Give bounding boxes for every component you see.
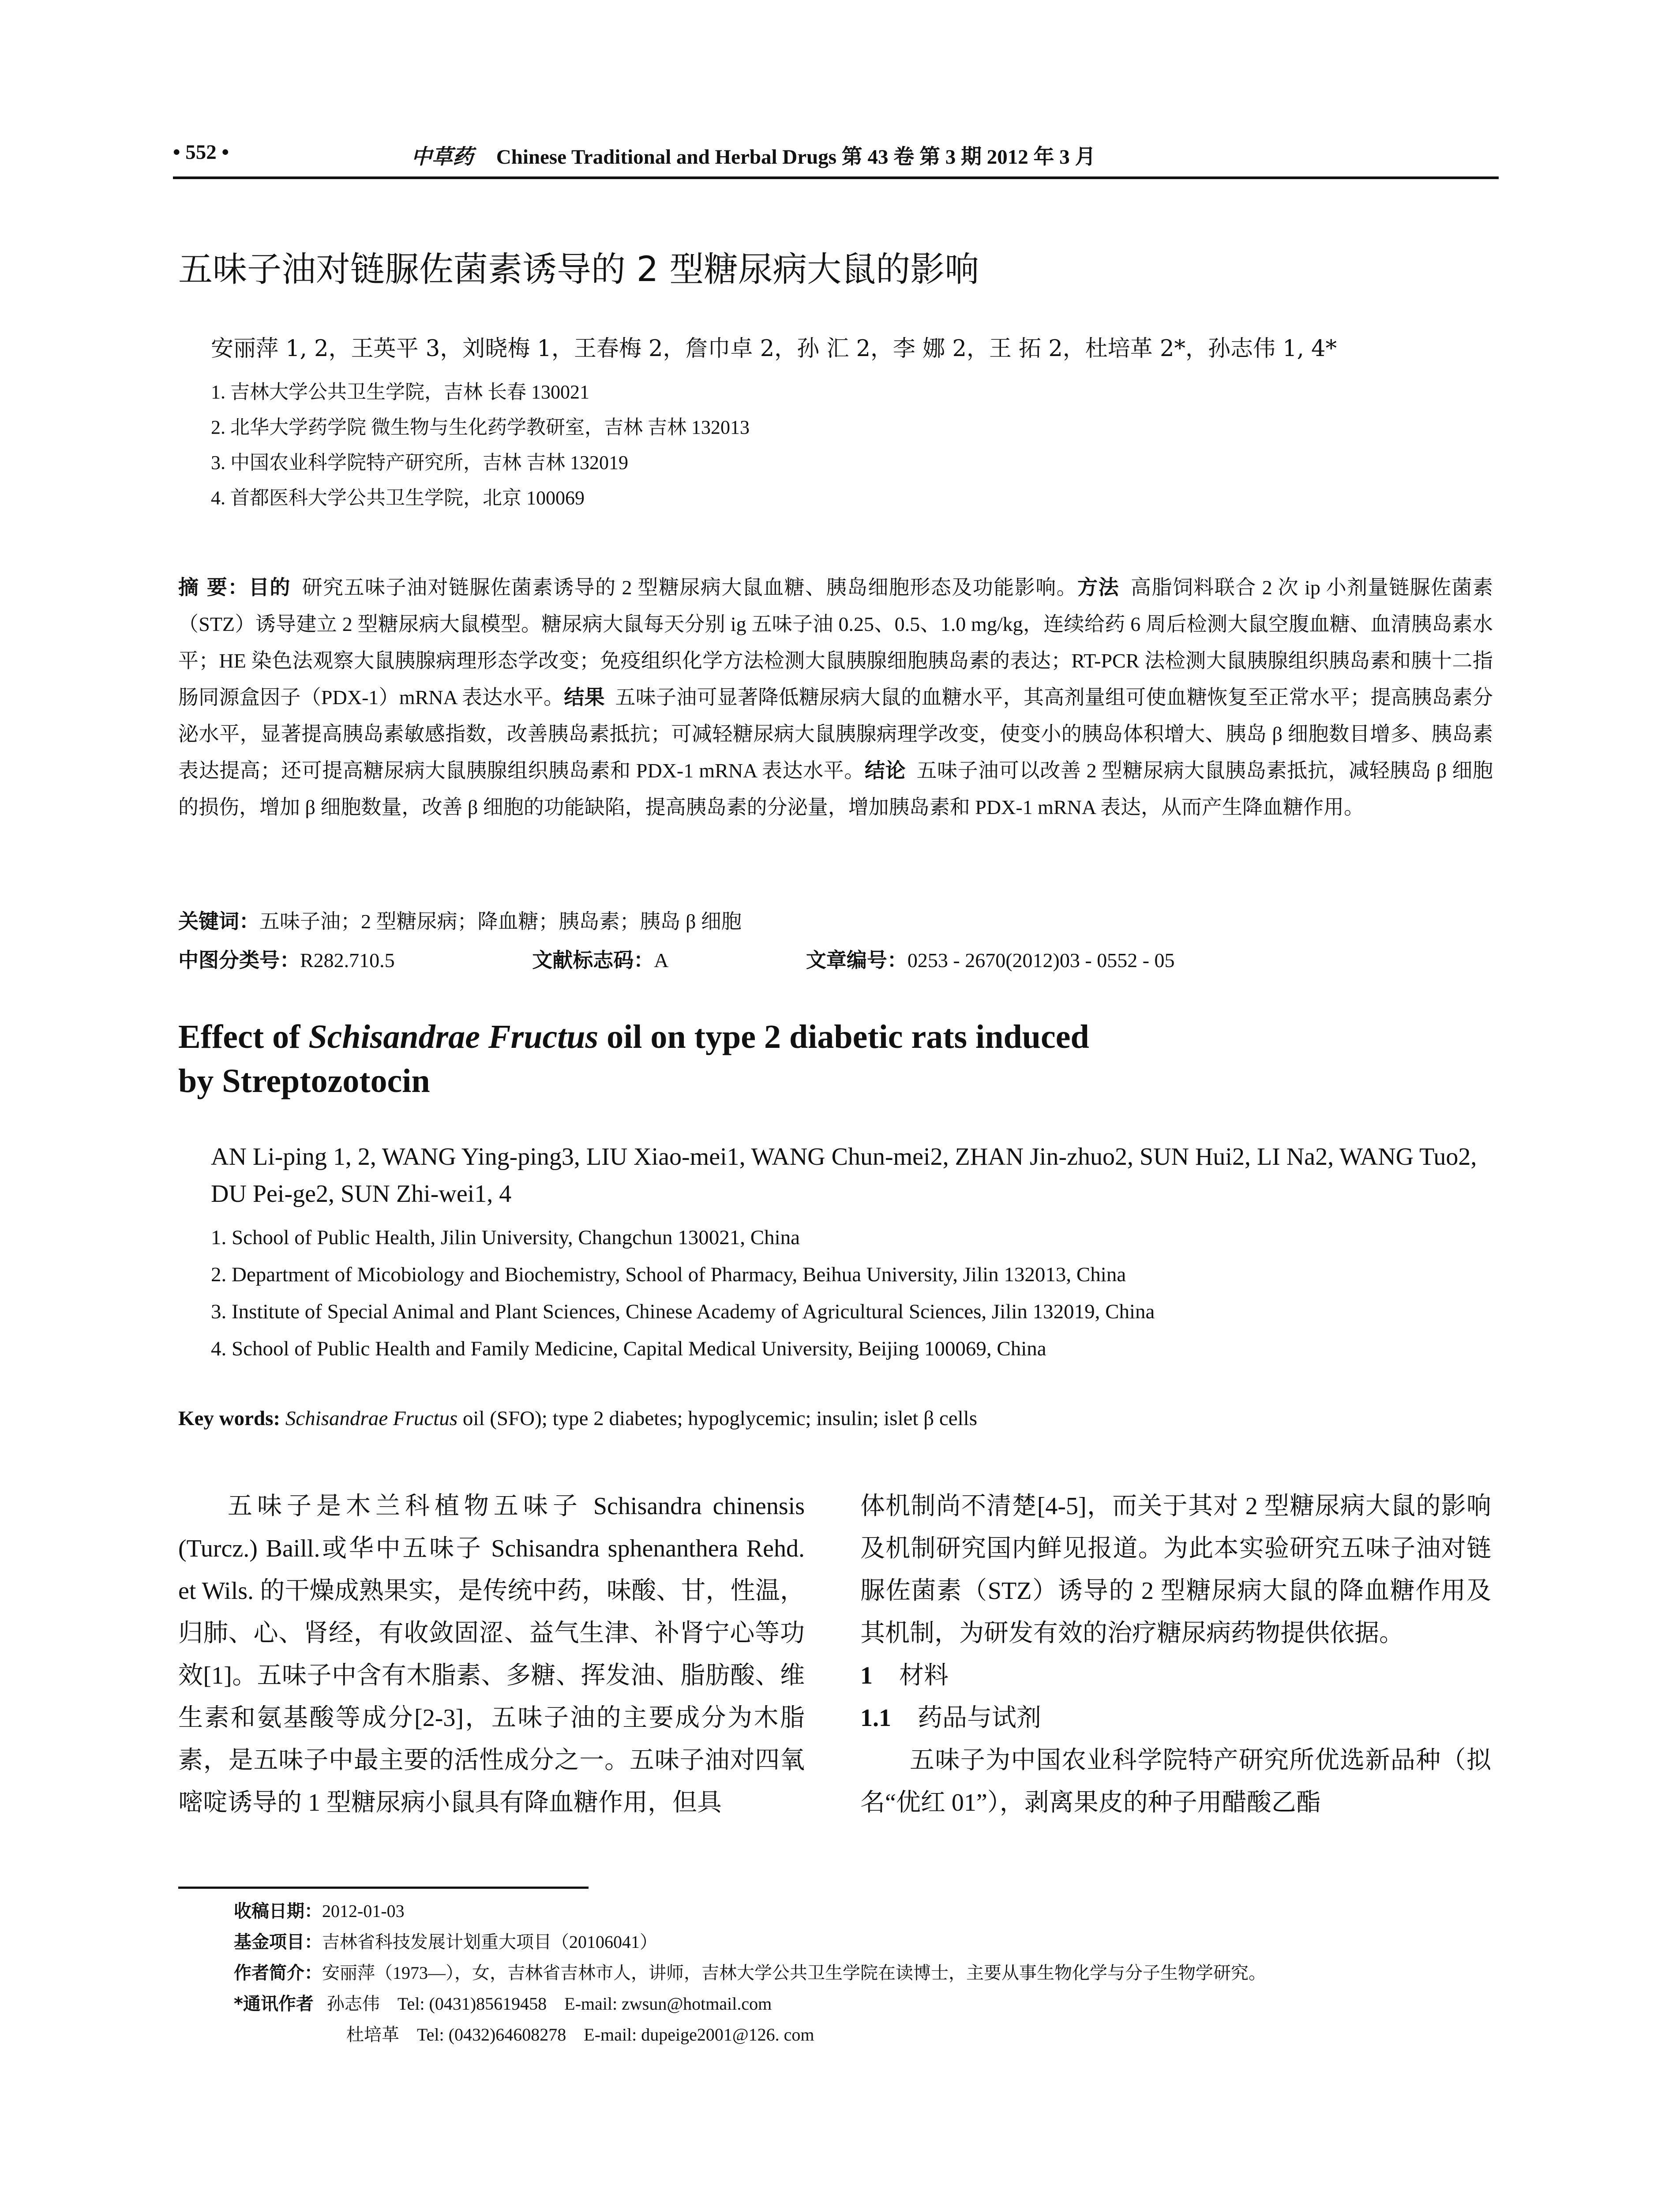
corr-1: 孙志伟 Tel: (0431)85619458 E-mail: zwsun@hotmail.com	[326, 1994, 772, 2014]
footnote-received	[234, 1897, 405, 1922]
affiliation-cn-1: 1. 吉林大学公共卫生学院，吉林 长春 130021	[211, 381, 589, 403]
result-label: 结果	[564, 685, 605, 709]
fund-label: 基金项目：	[234, 1932, 322, 1952]
footnote-corresponding	[234, 1990, 772, 2015]
affiliation-en-4: 4. School of Public Health and Family Medicine, Capital Medical University, Beijing 100069, China	[211, 1337, 1046, 1360]
author-label: 作者简介：	[234, 1963, 322, 1983]
result-text: 五味子油可显著降低糖尿病大鼠的血糖水平，其高剂量组可使血糖恢复至正常水平；提高胰岛素分泌水平，显著提高胰岛素敏感指数，改善胰岛素抵抗；可减轻糖尿病大鼠胰腺病理学改变，使变小的胰岛体积增大、胰岛 β 细胞数目增多、胰岛素表达提高；还可提高糖尿病大鼠胰腺组织胰岛素和 PDX-1 mRNA 表达水平。	[178, 686, 1493, 782]
conclusion-label: 结论	[864, 758, 906, 782]
body-column-right	[860, 1485, 1491, 1824]
method-text: 高脂饲料联合 2 次 ip 小剂量链脲佐菌素（STZ）诱导建立 2 型糖尿病大鼠模型。糖尿病大鼠每天分别 ig 五味子油 0.25、0.5、1.0 mg/kg，连续给药 6 周后检测大鼠空腹血糖、血清胰岛素水平；HE 染色法观察大鼠胰腺病理形态学改变；免疫组织化学方法检测大鼠胰腺细胞胰岛素的表达；RT-PCR 法检测大鼠胰腺组织胰岛素和胰十二指肠同源盒因子（PDX-1）mRNA 表达水平。	[178, 576, 1493, 709]
section-1-number: 1	[860, 1662, 873, 1689]
article-number	[806, 949, 1241, 972]
body-paragraph-right-1: 体机制尚不清楚[4-5]，而关于其对 2 型糖尿病大鼠的影响及机制研究国内鲜见报道。为此本实验研究五味子油对链脲佐菌素（STZ）诱导的 2 型糖尿病大鼠的降血糖作用及其机制，为研发有效的治疗糖尿病药物提供依据。	[860, 1493, 1491, 1647]
section-1-1-title: 药品与试剂	[918, 1703, 1041, 1732]
journal-title	[411, 140, 1096, 170]
doc-value: A	[654, 949, 669, 972]
keywords-en	[178, 1407, 977, 1430]
keywords-cn	[178, 905, 742, 934]
classification-line	[178, 944, 1307, 973]
footnote-fund	[234, 1928, 657, 1953]
journal-name-cn: 中草药	[411, 145, 473, 169]
clc-label: 中图分类号：	[178, 948, 300, 972]
document-code	[532, 949, 735, 972]
article-label: 文章编号：	[806, 948, 908, 972]
title-en-part-a: Effect of	[178, 1018, 309, 1055]
running-header	[173, 140, 1499, 179]
method-label: 方法	[1077, 575, 1120, 599]
doc-label: 文献标志码：	[532, 948, 654, 972]
title-en-line2: by Streptozotocin	[178, 1062, 430, 1099]
authors-cn: 安丽萍 1, 2，王英平 3，刘晓梅 1，王春梅 2，詹巾卓 2，孙 汇 2，李 娜 2，王 拓 2，杜培革 2*，孙志伟 1, 4*	[211, 336, 1337, 362]
affiliation-cn-3: 3. 中国农业科学院特产研究所，吉林 吉林 132019	[211, 452, 628, 473]
corr-label: *通讯作者	[234, 1994, 314, 2014]
clc-number	[178, 949, 461, 972]
affiliation-en-1: 1. School of Public Health, Jilin University, Changchun 130021, China	[211, 1226, 800, 1249]
affiliation-en-3: 3. Institute of Special Animal and Plant Sciences, Chinese Academy of Agricultural Sciences, Jilin 132019, China	[211, 1300, 1155, 1323]
title-en-italic: Schisandrae Fructus	[308, 1018, 599, 1055]
body-paragraph-left: 五味子是木兰科植物五味子 Schisandra chinensis (Turcz.) Baill.或华中五味子 Schisandra sphenanthera Rehd. et Wils. 的干燥成熟果实，是传统中药，味酸、甘，性温，归肺、心、肾经，有收敛固涩、益气生津、补肾宁心等功效[1]。五味子中含有木脂素、多糖、挥发油、脂肪酸、维生素和氨基酸等成分[2-3]，五味子油的主要成分为木脂素，是五味子中最主要的活性成分之一。五味子油对四氧嘧啶诱导的 1 型糖尿病小鼠具有降血糖作用，但具	[178, 1493, 805, 1816]
paper-title-en	[178, 1015, 1458, 1103]
received-label: 收稿日期：	[234, 1901, 322, 1921]
body-column-left	[178, 1485, 805, 1824]
section-heading-1	[860, 1654, 1491, 1697]
section-1-1-number: 1.1	[860, 1704, 891, 1732]
section-1-title: 材料	[899, 1661, 949, 1690]
purpose-label: 目的	[248, 575, 291, 599]
journal-info: Chinese Traditional and Herbal Drugs 第 43 卷 第 3 期 2012 年 3 月	[496, 146, 1096, 169]
abstract-label: 摘 要：	[178, 575, 249, 599]
page-number: • 552 •	[173, 141, 229, 164]
clc-value: R282.710.5	[300, 949, 395, 972]
fund-value: 吉林省科技发展计划重大项目（20106041）	[322, 1932, 657, 1952]
conclusion-text: 五味子油可以改善 2 型糖尿病大鼠胰岛素抵抗，减轻胰岛 β 细胞的损伤，增加 β 细胞数量，改善 β 细胞的功能缺陷，提高胰岛素的分泌量，增加胰岛素和 PDX-1 mRNA 表达，从而产生降血糖作用。	[178, 759, 1493, 818]
section-heading-1-1	[860, 1697, 1491, 1739]
footnote-corresponding-2: 杜培革 Tel: (0432)64608278 E-mail: dupeige2001@126. com	[346, 2025, 814, 2045]
article-value: 0253 - 2670(2012)03 - 0552 - 05	[907, 949, 1175, 972]
keywords-en-value: oil (SFO); type 2 diabetes; hypoglycemic; insulin; islet β cells	[458, 1407, 978, 1430]
paper-title-cn: 五味子油对链脲佐菌素诱导的 2 型糖尿病大鼠的影响	[178, 250, 979, 289]
received-value: 2012-01-03	[322, 1901, 405, 1921]
abstract-cn	[178, 569, 1493, 825]
keywords-cn-label: 关键词：	[178, 909, 259, 933]
authors-en: AN Li-ping 1, 2, WANG Ying-ping3, LIU Xiao-mei1, WANG Chun-mei2, ZHAN Jin-zhuo2, SUN Hui2, LI Na2, WANG Tuo2, DU Pei-ge2, SUN Zhi-wei1, 4	[211, 1143, 1477, 1208]
title-en-part-b: oil on type 2 diabetic rats induced	[598, 1018, 1089, 1055]
footnote-divider	[178, 1887, 589, 1889]
author-value: 安丽萍（1973—），女，吉林省吉林市人，讲师，吉林大学公共卫生学院在读博士，主要从事生物化学与分子生物学研究。	[322, 1963, 1266, 1983]
affiliation-cn-4: 4. 首都医科大学公共卫生学院，北京 100069	[211, 487, 585, 509]
keywords-en-label: Key words:	[178, 1407, 281, 1430]
purpose-text: 研究五味子油对链脲佐菌素诱导的 2 型糖尿病大鼠血糖、胰岛细胞形态及功能影响。	[302, 576, 1078, 599]
keywords-cn-value: 五味子油；2 型糖尿病；降血糖；胰岛素；胰岛 β 细胞	[259, 910, 742, 933]
affiliation-en-2: 2. Department of Micobiology and Biochemistry, School of Pharmacy, Beihua University, Jilin 132013, China	[211, 1263, 1126, 1286]
affiliation-cn-2: 2. 北华大学药学院 微生物与生化药学教研室，吉林 吉林 132013	[211, 416, 750, 438]
footnote-author	[234, 1959, 1266, 1984]
body-paragraph-right-2: 五味子为中国农业科学院特产研究所优选新品种（拟名“优红 01”），剥离果皮的种子用醋酸乙酯	[860, 1747, 1491, 1816]
keywords-en-italic: Schisandrae Fructus	[285, 1407, 458, 1430]
